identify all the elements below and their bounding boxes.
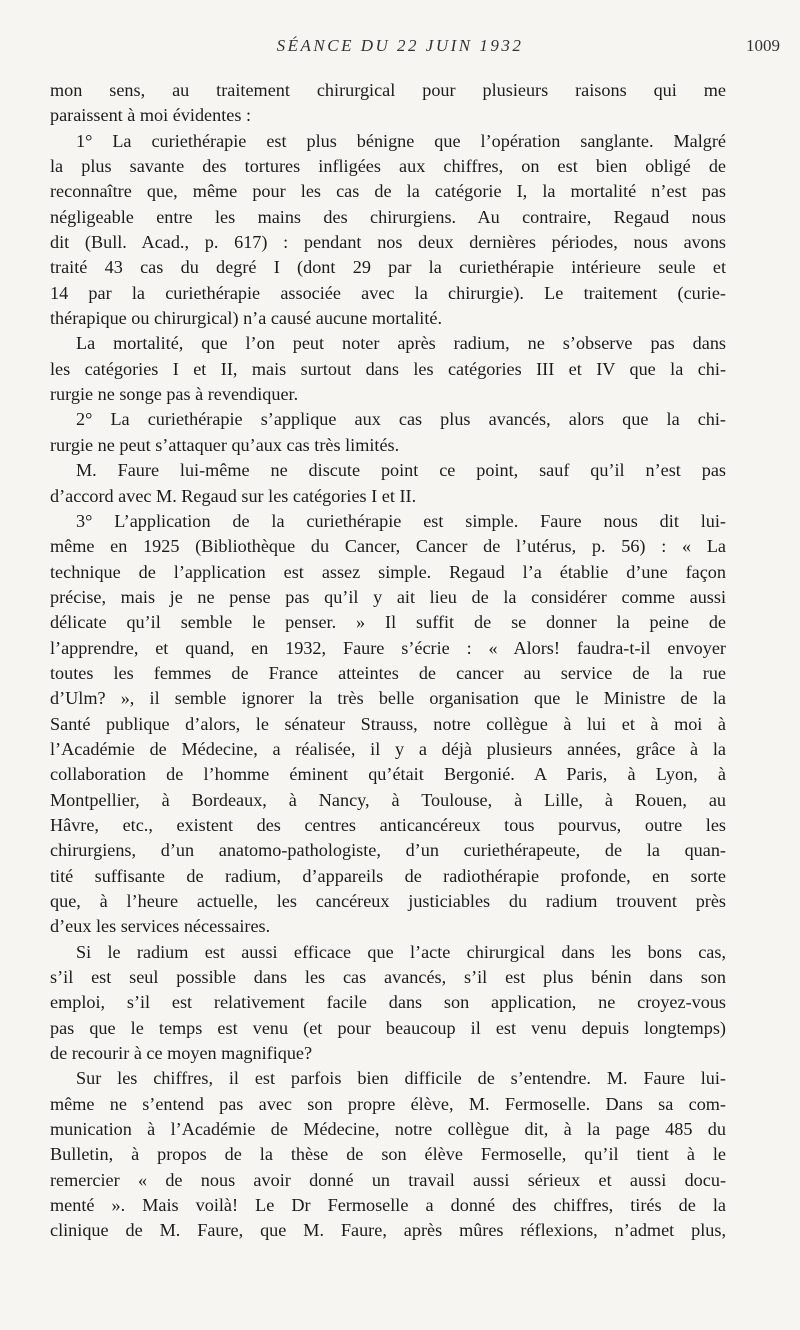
text-line: menté ». Mais voilà! Le Dr Fermoselle a donné des chiffres, tirés de la <box>50 1195 726 1216</box>
text-line: M. Faure lui-même ne discute point ce point, sauf qu’il n’est pas <box>76 460 726 481</box>
text-line: paraissent à moi évidentes : <box>50 105 252 126</box>
text-line: d’accord avec M. Regaud sur les catégories I et II. <box>50 485 417 506</box>
text-line: négligeable entre les mains des chirurgiens. Au contraire, Regaud nous <box>50 206 726 227</box>
text-line: précise, mais je ne pense pas qu’il y ait lieu de la considérer comme aussi <box>50 586 726 607</box>
running-title: SÉANCE DU 22 JUIN 1932 <box>276 36 524 55</box>
body-text <box>50 78 726 1244</box>
text-line: toutes les femmes de France atteintes de cancer au service de la rue <box>50 662 726 683</box>
text-line: pas que le temps est venu (et pour beaucoup il est venu depuis longtemps) <box>50 1017 726 1038</box>
text-line: remercier « de nous avoir donné un travail aussi sérieux et aussi docu- <box>50 1169 726 1190</box>
text-line: tité suffisante de radium, d’appareils de radiothérapie profonde, en sorte <box>50 865 726 886</box>
text-line: s’il est seul possible dans les cas avancés, s’il est plus bénin dans son <box>50 967 726 988</box>
running-head <box>0 36 800 60</box>
text-line: 1° La curiethérapie est plus bénigne que l’opération sanglante. Malgré <box>76 130 726 151</box>
text-line: mon sens, au traitement chirurgical pour plusieurs raisons qui me <box>50 80 726 100</box>
text-line: 14 par la curiethérapie associée avec la chirurgie). Le traitement (curie- <box>50 282 726 303</box>
text-line: rurgie ne peut s’attaquer qu’aux cas très limités. <box>50 434 400 455</box>
text-line: d’Ulm? », il semble ignorer la très belle organisation que le Ministre de la <box>50 688 726 709</box>
text-line: thérapique ou chirurgical) n’a causé aucune mortalité. <box>50 308 443 329</box>
page-number: 1009 <box>746 36 780 55</box>
text-line: la plus savante des tortures infligées aux chiffres, on est bien obligé de <box>50 156 726 177</box>
text-line: Hâvre, etc., existent des centres anticancéreux tous pourvus, outre les <box>50 814 726 835</box>
text-line: traité 43 cas du degré I (dont 29 par la curiethérapie intérieure seule et <box>50 257 726 278</box>
text-line: La mortalité, que l’on peut noter après radium, ne s’observe pas dans <box>76 333 726 354</box>
text-line: d’eux les services nécessaires. <box>50 916 271 937</box>
text-line: Santé publique d’alors, le sénateur Strauss, notre collègue à lui et à moi à <box>50 713 726 734</box>
text-line: emploi, s’il est relativement facile dans son application, ne croyez-vous <box>50 992 726 1013</box>
text-line: reconnaître que, même pour les cas de la catégorie I, la mortalité n’est pas <box>50 181 726 202</box>
text-line: de recourir à ce moyen magnifique? <box>50 1043 313 1064</box>
text-line: munication à l’Académie de Médecine, notre collègue dit, à la page 485 du <box>50 1119 726 1140</box>
text-line: Bulletin, à propos de la thèse de son élève Fermoselle, qu’il tient à le <box>50 1144 726 1165</box>
text-line: 2° La curiethérapie s’applique aux cas plus avancés, alors que la chi- <box>76 409 726 430</box>
text-line: technique de l’application est assez simple. Regaud l’a établie d’une façon <box>50 561 726 582</box>
text-line: délicate qu’il semble le penser. » Il suffit de se donner la peine de <box>50 612 726 633</box>
text-line: collaboration de l’homme éminent qu’était Bergonié. A Paris, à Lyon, à <box>50 764 726 785</box>
text-line: chirurgiens, d’un anatomo-pathologiste, d’un curiethérapeute, de la quan- <box>50 840 726 861</box>
text-line: même en 1925 (Bibliothèque du Cancer, Cancer de l’utérus, p. 56) : « La <box>50 536 726 557</box>
text-line: Sur les chiffres, il est parfois bien difficile de s’entendre. M. Faure lui- <box>76 1068 726 1089</box>
text-line: l’apprendre, et quand, en 1932, Faure s’écrie : « Alors! faudra-t-il envoyer <box>50 637 726 658</box>
text-line: les catégories I et II, mais surtout dans les catégories III et IV que la chi- <box>50 358 726 379</box>
text-line: l’Académie de Médecine, a réalisée, il y a déjà plusieurs années, grâce à la <box>50 738 726 759</box>
text-line: Montpellier, à Bordeaux, à Nancy, à Toulouse, à Lille, à Rouen, au <box>50 789 726 810</box>
text-line: clinique de M. Faure, que M. Faure, après mûres réflexions, n’admet plus, <box>50 1220 726 1241</box>
text-line: que, à l’heure actuelle, les cancéreux justiciables du radium trouvent près <box>50 891 726 911</box>
text-line: même ne s’entend pas avec son propre élève, M. Fermoselle. Dans sa com- <box>50 1093 726 1114</box>
text-line: rurgie ne songe pas à revendiquer. <box>50 384 299 405</box>
text-line: Si le radium est aussi efficace que l’acte chirurgical dans les bons cas, <box>76 941 726 962</box>
text-line: 3° L’application de la curiethérapie est simple. Faure nous dit lui- <box>76 510 726 531</box>
text-line: dit (Bull. Acad., p. 617) : pendant nos deux dernières périodes, nous avons <box>50 232 726 253</box>
